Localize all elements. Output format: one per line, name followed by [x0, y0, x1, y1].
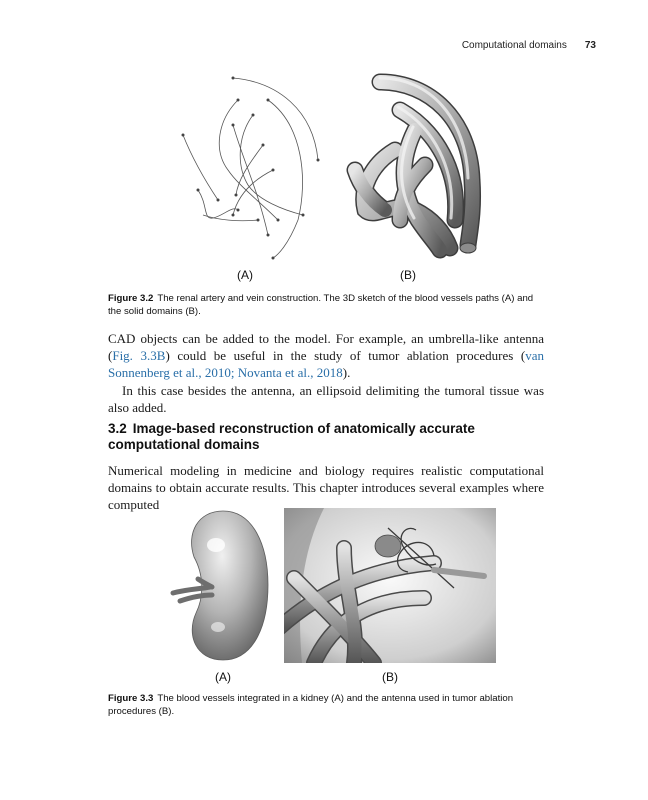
- paragraph-text: CAD objects can be added to the model. For example, an umbrella-like antenna (: [108, 331, 544, 363]
- figure-3-3-caption-number: Figure 3.3: [108, 693, 154, 704]
- sketch-path: [240, 115, 303, 215]
- figure-3-2-label-b: (B): [400, 268, 416, 282]
- figure-3-3-label-b: (B): [382, 670, 398, 684]
- figure-3-2-label-a: (A): [237, 268, 253, 282]
- figure-3-2-caption-text: The renal artery and vein construction. The 3D sketch of the blood vessels paths (A) and the solid domains (B).: [108, 293, 534, 317]
- running-head: [462, 40, 596, 51]
- figure-3-3a-kidney-render: [168, 505, 278, 665]
- figure-3-3-caption-text: The blood vessels integrated in a kidney (A) and the antenna used in tumor ablation procedures (B).: [108, 693, 514, 717]
- figure-3-2b-solid-vessel-domains: [340, 70, 490, 260]
- paragraph-ellipsoid: In this case besides the antenna, an ellipsoid delimiting the tumoral tissue was also added.: [108, 383, 544, 415]
- sketch-path: [233, 170, 273, 215]
- figure-reference-link[interactable]: Fig. 3.3B: [112, 348, 166, 363]
- running-head-title: Computational domains: [461, 40, 567, 51]
- citation-link[interactable]: van Sonnenberg et al., 2010; Novanta et al., 2018: [108, 348, 545, 380]
- figure-3-3-caption: [108, 692, 544, 718]
- sketch-path: [183, 135, 218, 200]
- section-heading: [108, 421, 544, 453]
- section-number: 3.2: [108, 421, 127, 436]
- paragraph-text: ) could be useful in the study of tumor ablation procedures (: [165, 348, 526, 363]
- kidney-shape: [192, 511, 268, 660]
- paragraph-cad-objects: [108, 330, 544, 381]
- sketch-path: [233, 78, 318, 160]
- page-number: 73: [584, 40, 596, 51]
- figure-3-3b-antenna-render: [284, 508, 496, 663]
- tumor-ellipsoid: [375, 535, 401, 557]
- sketch-path: [268, 100, 303, 258]
- figure-3-2-caption-number: Figure 3.2: [108, 293, 154, 304]
- sketch-path: [233, 125, 268, 235]
- figure-3-2a-vessel-path-sketch: [178, 70, 328, 260]
- renal-vessels: [173, 579, 212, 601]
- figure-3-2-caption: [108, 292, 544, 318]
- figure-3-3-label-a: (A): [215, 670, 231, 684]
- paragraph-numerical-modeling: Numerical modeling in medicine and biology requires realistic computational domains to obtain accurate results. This chapter introduces several examples where computed: [108, 463, 544, 512]
- section-title: Image-based reconstruction of anatomically accurate computational domains: [108, 421, 475, 452]
- paragraph-text: ).: [342, 365, 351, 380]
